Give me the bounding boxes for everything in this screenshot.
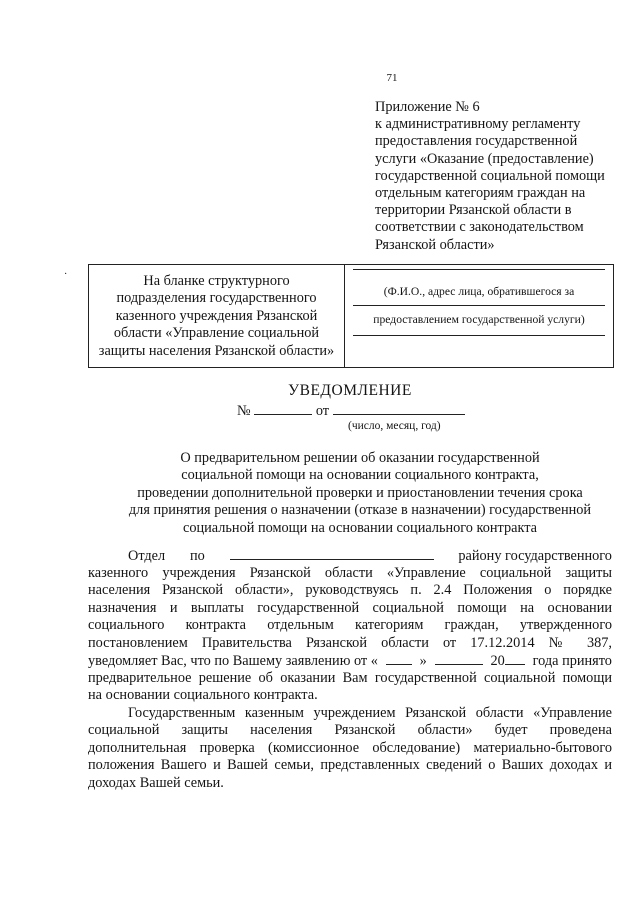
body-fragment: уведомляет Вас, что по Вашему заявлению от «	[88, 653, 378, 669]
year-blank	[505, 652, 525, 665]
appendix-line: территории Рязанской области в	[375, 202, 572, 219]
body-line: социального контракта отдельным категориям граждан, утвержденного	[88, 617, 612, 633]
header-box	[88, 264, 614, 368]
recipient-block	[345, 265, 613, 367]
body-fragment: »	[419, 653, 427, 669]
notice-number-line	[237, 401, 465, 420]
subject-line: социальной помощи на основании социального контракта,	[181, 467, 539, 484]
body-line	[88, 547, 612, 565]
body-line	[88, 652, 612, 670]
body-line: доходах Вашей семьи.	[88, 774, 224, 791]
district-blank	[230, 547, 434, 560]
letterhead-line: области «Управление социальной	[113, 325, 320, 342]
body-line: населения Рязанской области», руководствуясь п. 2.4 Положения о порядке	[88, 582, 612, 598]
letterhead-line: подразделения государственного	[116, 290, 317, 307]
number-label: №	[237, 403, 251, 419]
appendix-reference	[375, 99, 625, 254]
letterhead-line: защиты населения Рязанской области»	[98, 342, 335, 359]
body-fragment: району государственного	[458, 548, 612, 564]
body-line: казенного учреждения Рязанской области «Управление социальной защиты	[88, 564, 612, 581]
recipient-fill-line	[353, 269, 605, 270]
body-fragment: 20	[490, 653, 505, 669]
notice-subject	[80, 450, 640, 537]
letterhead-line: На бланке структурного	[143, 273, 290, 289]
body-line: постановлением Правительства Рязанской области от 17.12.2014 № 387,	[88, 634, 612, 651]
appendix-line: отдельным категориям граждан на	[375, 185, 586, 202]
stray-mark: ·	[64, 269, 68, 280]
body-line: дополнительная проверка (комиссионное обследование) материально-бытового	[88, 739, 612, 756]
subject-line: О предварительном решении об оказании государственной	[180, 450, 540, 466]
body-fragment: года принято	[532, 653, 612, 669]
appendix-line: предоставления государственной	[375, 133, 578, 150]
letterhead-line: казенного учреждения Рязанской	[115, 307, 318, 324]
notice-title: УВЕДОМЛЕНИЕ	[288, 382, 412, 399]
from-label: от	[315, 403, 330, 419]
subject-line: социальной помощи на основании социального контракта	[183, 519, 537, 536]
body-line: социальной защиты населения Рязанской области» будет проведена	[88, 722, 612, 738]
body-line: назначения и выплаты государственной социальной помощи на основании	[88, 599, 612, 616]
body-line: Государственным казенным учреждением Рязанской области «Управление	[128, 704, 612, 721]
appendix-line: к административному регламенту	[375, 116, 581, 133]
subject-line: для принятия решения о назначении (отказе в назначении) государственной	[128, 502, 592, 519]
day-blank	[386, 652, 412, 665]
body-fragment: Отдел	[128, 548, 166, 564]
page-number: 71	[386, 72, 398, 84]
date-blank	[333, 401, 465, 415]
appendix-line: услуги «Оказание (предоставление)	[375, 150, 594, 167]
appendix-line: соответствии с законодательством	[375, 219, 584, 236]
body-line: на основании социального контракта.	[88, 687, 318, 703]
recipient-hint-line-2: предоставлением государственной услуги)	[373, 313, 585, 326]
body-line: предварительное решение об оказании Вам государственной социальной помощи	[88, 669, 612, 686]
recipient-fill-line	[353, 335, 605, 336]
notice-body	[88, 547, 612, 792]
month-blank	[435, 652, 483, 665]
appendix-line: государственной социальной помощи	[375, 167, 605, 184]
number-blank	[254, 401, 312, 415]
recipient-fill-line	[353, 305, 605, 306]
appendix-line: Приложение № 6	[375, 99, 480, 115]
appendix-line: Рязанской области»	[375, 236, 495, 253]
letterhead-placeholder	[89, 265, 345, 367]
body-fragment: по	[189, 548, 205, 564]
subject-line: проведении дополнительной проверки и приостановлении течения срока	[137, 484, 583, 501]
body-line: положения Вашего и Вашей семьи, представленных сведений о Ваших доходах и	[88, 757, 612, 773]
recipient-hint-line-1: (Ф.И.О., адрес лица, обратившегося за	[383, 285, 575, 298]
date-hint: (число, месяц, год)	[348, 420, 441, 432]
